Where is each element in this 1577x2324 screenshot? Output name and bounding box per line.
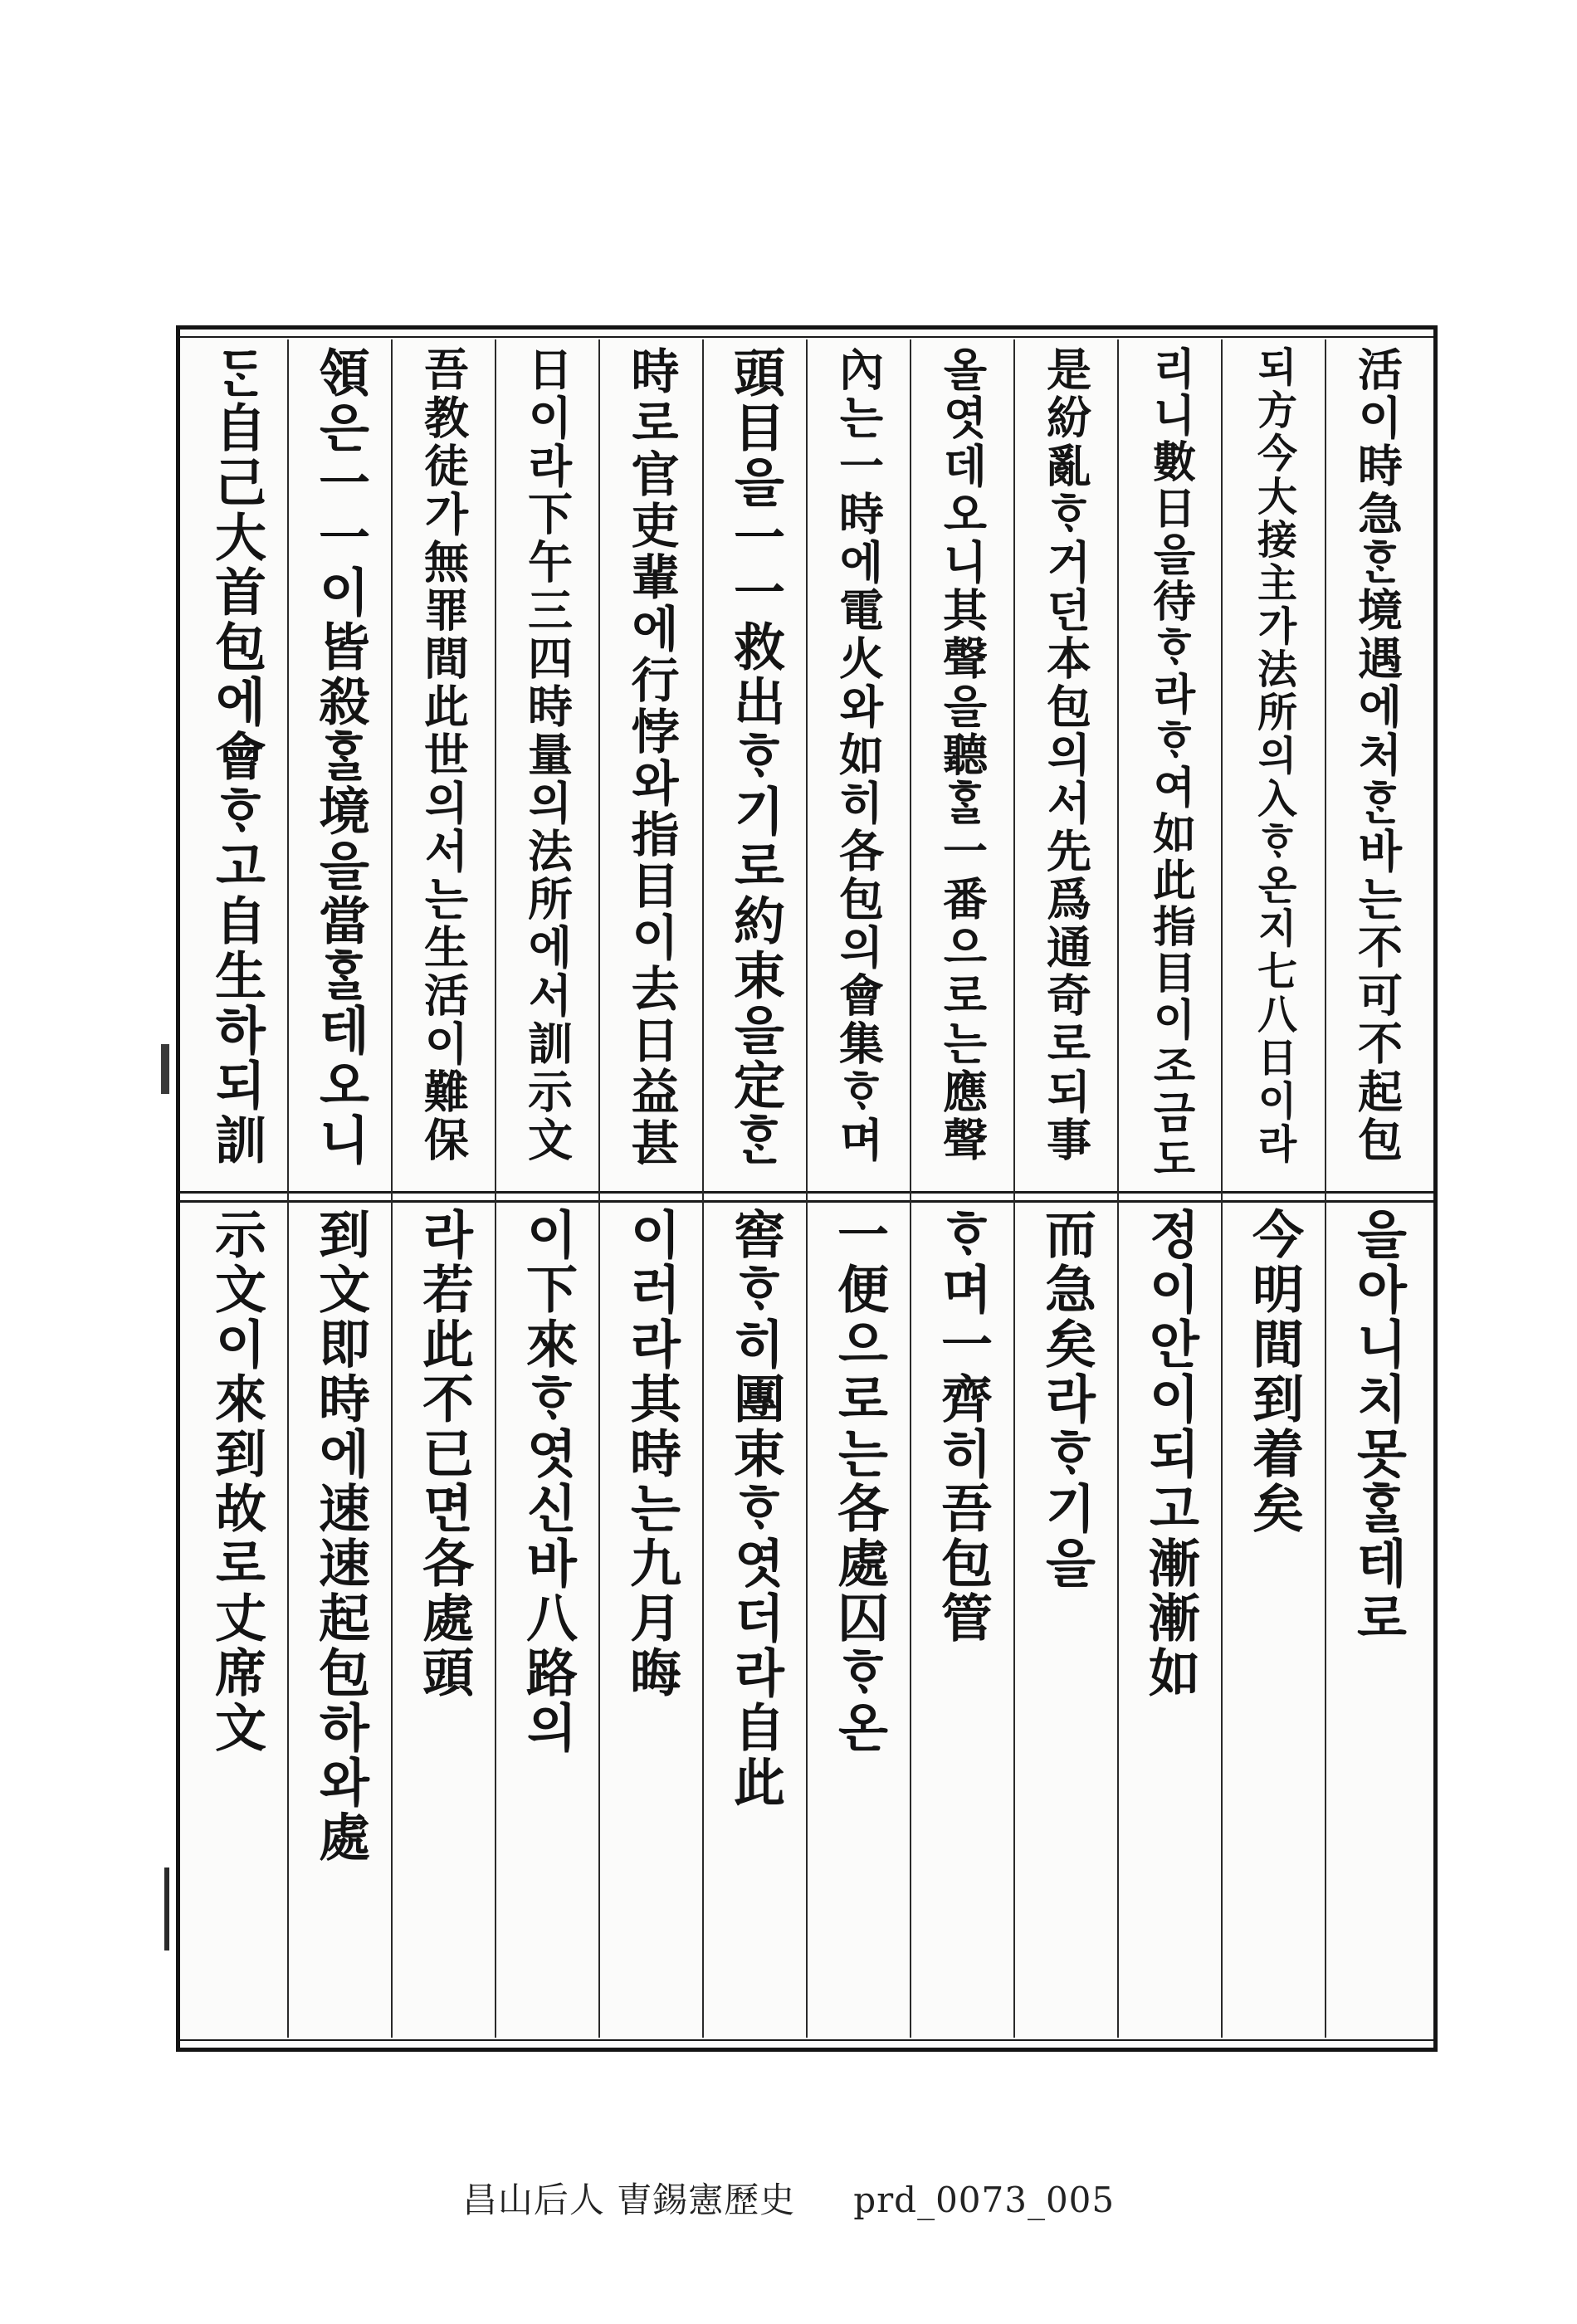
column-text-lower: 을아니치못ᄒᆞᆯ테로 <box>1347 1208 1409 1646</box>
column-lower-half <box>185 1208 287 2039</box>
column-text-lower: 一便으로는各處囚ᄒᆞ온 <box>828 1208 890 1755</box>
column-upper-half <box>808 346 910 1186</box>
text-column <box>391 339 495 2038</box>
text-column <box>910 339 1013 2038</box>
text-column <box>702 339 806 2038</box>
column-text-lower: 示文이來到故로丈席文 <box>206 1208 267 1755</box>
text-column <box>185 339 287 2038</box>
column-text-upper: 時로官吏輩에行悖와指目이去日益甚 <box>622 346 680 1169</box>
column-text-upper: 領은一一이皆殺ᄒᆞᆯ境을當ᄒᆞᆯ테오니 <box>310 346 371 1168</box>
column-text-lower: 이러라其時는九月晦 <box>621 1208 682 1701</box>
column-upper-half <box>1223 346 1325 1186</box>
column-upper-half <box>185 346 287 1186</box>
binding-mark-lower <box>164 1868 169 1950</box>
column-text-upper: 頭目을一一救出ᄒᆞ기로約束을定ᄒᆞᆫ <box>725 346 786 1168</box>
column-text-upper: 日이라下午三四時量의法所에서訓示文 <box>520 346 574 1164</box>
text-column <box>598 339 702 2038</box>
column-text-lower: 今明間到着矣 <box>1243 1208 1305 1536</box>
column-lower-half <box>1119 1208 1221 2039</box>
text-column <box>1117 339 1221 2038</box>
column-text-lower: ᄒᆞ며一齊히吾包管 <box>932 1208 994 1646</box>
column-text-upper: 內는一時에電火와如히各包의會集ᄒᆞ며 <box>832 346 886 1164</box>
document-title: 昌山后人 曺錫憲歷史 <box>461 2180 796 2220</box>
column-upper-half <box>1119 346 1221 1186</box>
column-text-upper: 올엿데오니其聲을聽ᄒᆞᆯ一番으로는應聲 <box>935 346 989 1164</box>
manuscript-frame <box>176 325 1438 2052</box>
document-code: prd_0073_005 <box>853 2180 1116 2220</box>
column-upper-half <box>393 346 495 1186</box>
column-text-lower: 窖ᄒᆞ히團束ᄒᆞ엿더라自此 <box>725 1208 786 1810</box>
text-column <box>1325 339 1428 2038</box>
column-lower-half <box>496 1208 598 2039</box>
column-upper-half <box>496 346 598 1186</box>
text-column <box>806 339 910 2038</box>
column-lower-half <box>393 1208 495 2039</box>
column-text-upper: 리니數日을待ᄒᆞ라ᄒᆞ여如此指目이조금도 <box>1145 346 1196 1183</box>
column-text-upper: ᄃᆞᆫ自己大首包에會ᄒᆞ고自生하되訓 <box>206 346 267 1168</box>
column-text-lower: 정이안이되고漸漸如 <box>1140 1208 1201 1701</box>
column-upper-half <box>1326 346 1428 1186</box>
column-text-upper: 되方今大接主가法所의入ᄒᆞ온지七八日이라 <box>1250 346 1297 1166</box>
column-text-upper: 吾教徒가無罪間此世의서는生活이難保 <box>417 346 471 1164</box>
column-lower-half <box>1015 1208 1117 2039</box>
column-lower-half <box>1223 1208 1325 2039</box>
column-upper-half <box>289 346 391 1186</box>
column-text-lower: 而急矣라ᄒᆞ기을 <box>1036 1208 1097 1591</box>
column-text-upper: 是紛亂ᄒᆞ거던本包의서先爲通奇로되事 <box>1039 346 1093 1164</box>
column-lower-half <box>808 1208 910 2039</box>
text-columns <box>185 339 1428 2038</box>
column-upper-half <box>1015 346 1117 1186</box>
text-column <box>1013 339 1117 2038</box>
text-column <box>495 339 598 2038</box>
column-lower-half <box>289 1208 391 2039</box>
column-lower-half <box>600 1208 702 2039</box>
column-lower-half <box>911 1208 1013 2039</box>
binding-mark <box>161 1044 169 1094</box>
column-text-lower: 라若此不已면各處頭 <box>413 1208 475 1701</box>
column-text-lower: 到文即時에速速起包하와處 <box>310 1208 371 1865</box>
frame-rule-bottom <box>180 2039 1433 2041</box>
text-column <box>1221 339 1325 2038</box>
page-caption <box>0 2173 1577 2223</box>
column-text-upper: 活이時急ᄒᆞᆫ境遇에처ᄒᆞᆫ바는不可不起包 <box>1350 346 1404 1164</box>
column-text-lower: 이下來ᄒᆞ엿신바八路의 <box>517 1208 579 1755</box>
column-upper-half <box>704 346 806 1186</box>
text-column <box>287 339 391 2038</box>
column-upper-half <box>600 346 702 1186</box>
column-lower-half <box>704 1208 806 2039</box>
frame-rule-top <box>180 336 1433 338</box>
column-lower-half <box>1326 1208 1428 2039</box>
column-upper-half <box>911 346 1013 1186</box>
